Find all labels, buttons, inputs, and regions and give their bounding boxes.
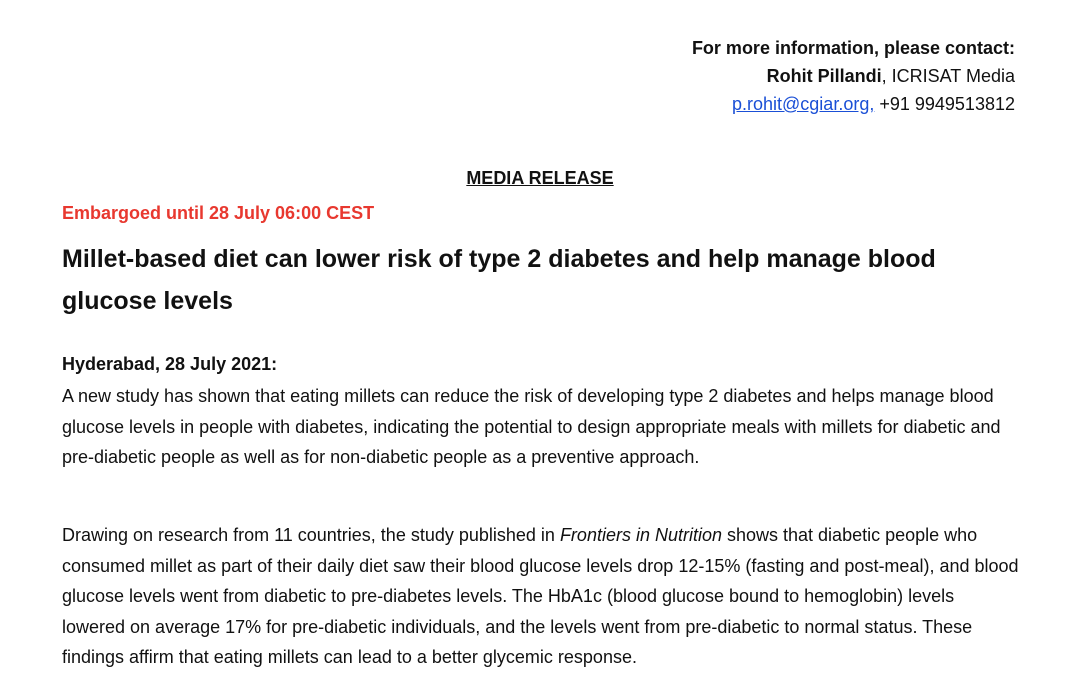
contact-phone: +91 9949513812	[874, 94, 1015, 114]
embargo-notice: Embargoed until 28 July 06:00 CEST	[62, 203, 375, 223]
contact-name: Rohit Pillandi	[766, 66, 882, 86]
paragraph-2-body: shows that diabetic people who consumed millet as part of their daily diet saw their blood glucose levels drop 12-15% (fasting and post-meal), and blood glucose levels went from diabetic to pre-diabetes levels. The HbA1c (blood glucose bound to hemoglobin) levels lowered on average 17% for pre-diabetic individuals, and the levels went from pre-diabetic to normal status. These findings affirm that eating millets can lead to a better glycemic response.	[62, 525, 1019, 668]
paragraph-2-intro: Drawing on research from 11 countries, the study published in	[62, 525, 560, 545]
contact-details	[692, 90, 1015, 118]
contact-org: , ICRISAT Media	[881, 66, 1015, 86]
paragraph-1: A new study has shown that eating millets can reduce the risk of developing type 2 diabetes and helps manage blood glucose levels in people with diabetes, indicating the potential to design appropriate meals with millets for diabetic and pre-diabetic people as well as for non-diabetic people as a preventive approach.	[62, 386, 1001, 468]
dateline: Hyderabad, 28 July 2021:	[62, 354, 278, 374]
release-label: MEDIA RELEASE	[466, 168, 614, 188]
contact-heading: For more information, please contact:	[691, 38, 1015, 58]
headline: Millet-based diet can lower risk of type 2 diabetes and help manage blood glucose levels	[62, 245, 936, 315]
journal-name: Frontiers in Nutrition	[559, 525, 722, 545]
contact-email-link[interactable]: p.rohit@cgiar.org,	[732, 94, 875, 114]
contact-block	[692, 34, 1015, 118]
paragraph-2	[62, 520, 1022, 673]
contact-person	[692, 62, 1015, 90]
